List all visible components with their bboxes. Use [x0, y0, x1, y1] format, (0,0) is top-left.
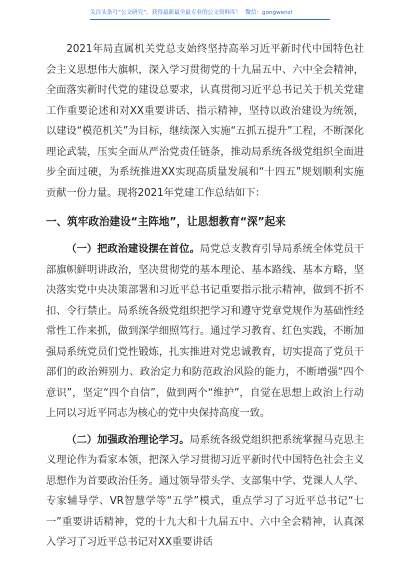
- header-banner: [90, 10, 330, 20]
- paragraph-2: [46, 431, 364, 554]
- banner-wechat-text: 微信：gongwenzl: [245, 10, 293, 16]
- paragraph-1-lead: （一）把政治建设摆在首位。: [66, 244, 200, 255]
- paragraph-1-body: 局党总支教育引导局系统全体党员干部旗帜鲜明讲政治，坚决贯彻党的基本理论、基本路线、基本方略，坚决落实党中央决策部署和习近平总书记重要指示批示精神，做到不折不扣、令行禁止。局系统各级党组织把学习和遵守党章党规作为基础性经常性工作来抓，做到深学细照笃行。通过学习教育、红色实践，不断加强局系统党员们党性锻炼，扎实推进对党忠诚教育，切实提高了党员干部们的政治辨别力、政治定力和防范政治风险的能力，不断增强“四个意识”，坚定“四个自信”，做到两个“维护”，自觉在思想上政治上行动上同以习近平同志为核心的党中央保持高度一致。: [46, 244, 365, 419]
- intro-paragraph: 2021年局直属机关党总支始终坚持高举习近平新时代中国特色社会主义思想伟大旗帜，深入学习贯彻党的十九届五中、六中全会精神，全面落实新时代党的建设总要求，认真贯彻习近平总书记关于机关党建工作重要论述和对XX重要讲话、指示精神，坚持以政治建设为统领，以建设“模范机关”为目标，继续深入实施“五抓五提升”工程，不断深化理论武装，压实全面从严治党责任链条，推动局系统各级党组织全面进步全面过硬，为系统推进XX实现高质量发展和“十四五”规划顺利实施贡献一份力量。现将2021年党建工作总结如下：: [46, 44, 364, 199]
- paragraph-1: [46, 240, 364, 425]
- banner-hint-text[interactable]: 关注头条号“公文研究”，获得最新最全最专业的公文资料库！: [90, 10, 242, 16]
- paragraph-2-body: 局系统各级党组织把系统掌握马克思主义理论作为看家本领，把深入学习贯彻习近平新时代中国特色社会主义思想作为首要政治任务。通过领导带头学、支部集中学、党课人人学、专家辅导学、VR智慧学等“五学”模式，重点学习了习近平总书记“七一”重要讲话精神，党的十九大和十九届五中、六中全会精神，认真深入学习了习近平总书记对XX重要讲话: [46, 434, 365, 548]
- paragraph-2-lead: （二）加强政治理论学习。: [66, 434, 190, 446]
- document-body: [46, 40, 364, 554]
- section-heading-1: 一、筑牢政治建设“主阵地”，让思想教育“深”起来: [46, 216, 286, 228]
